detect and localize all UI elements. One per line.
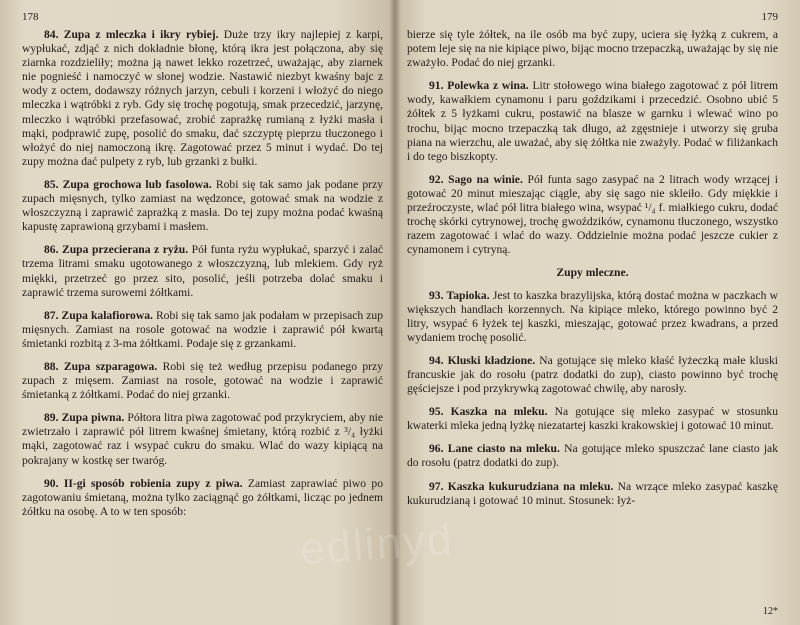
page-number-left: 178 [22, 11, 39, 23]
recipe-paragraph [22, 360, 383, 402]
recipe-body: Półtora litra piwa zagotować pod przykryciem, aby nie zwietrzało i zaprawić pół litrem kwaśnej śmietany, którą rozbić z ³/₄ łyżki mąki, zagotować raz i wsypać cukru do smaku. Wlać do wazy kipiącą na pokrajany w kostkę ser twaróg. [22, 411, 383, 467]
recipe-paragraph [22, 411, 383, 467]
page-number-right: 179 [761, 11, 778, 23]
recipe-body: Robi się też według przepisu podanego przy zupach z mięsem. Zamiast na rosole, gotować na wodzie i zaprawić śmietanką z żółtkami. Podać do niej grzanki. [22, 359, 383, 402]
recipe-body: Na wrzące mleko zasypać kaszkę kukurudzianą i gotować 10 minut. Stosunek: łyż- [407, 479, 778, 507]
left-page [0, 0, 393, 625]
right-recipe-list-b [407, 289, 778, 508]
recipe-body: Pół funta ryżu wypłukać, sparzyć i zalać trzema litrami smaku ugotowanego z włoszczyzną, lub mlekiem. Gdy ryż miękki, przetrzeć go przez sito, posolić, jeśli potrzeba dolać smaku i zaprawić trzema surowemi żółtkami. [22, 243, 384, 299]
recipe-title: 86. Zupa przecierana z ryżu. [44, 243, 189, 257]
recipe-continuation: bierze się tyle żółtek, na ile osób ma być zupy, uciera się łyżką z cukrem, a potem leje się na nie kipiące piwo, bijąc mocno trzepaczką, uważając by się nie zważyło. Podać do niej grzanki. [407, 28, 778, 70]
recipe-paragraph [22, 309, 383, 351]
recipe-body: Na gotujące się mleko kłaść łyżeczką małe kluski francuskie jak do rosołu (patrz dodatki do zup), ciasto powinno być trochę gęściejsze i pod przykrywką zagotować chwilę, aby narosły. [407, 353, 778, 396]
recipe-title: 97. Kaszka kukurudziana na mleku. [429, 479, 614, 493]
recipe-body: Pół funta sago zasypać na 2 litrach wody wrzącej i gotować 20 minut mieszając ciągle, aby się sago nie skleiło. Gdy miękkie i przeźroczyste, wlać pół litra białego wina, wsypać ¹/₄ f. miałkiego cukru, dodać trochę skórki cytrynowej, trochę gwoździków, cynamonu tłuczonego, wszystko razem zagotować i wlać do wazy. Oddzielnie można podać jeszcze cukier z cynamonem i cytryną. [407, 172, 779, 257]
recipe-body: Litr stołowego wina białego zagotować z pół litrem wody, kawałkiem cynamonu i paru goździkami i przecedzić. Osobno ubić 5 żółtek z 5 łyżkami cukru, postawić na blasze w garnku i wlewać wino po trochu, bijąc mocno trzepaczką tak długo, aż zgęstnieje i utworzy się gruba piana na wierzchu, ale uważać, aby się żółtka nie zważyły. Podać w filiżankach i do tego biszkopty. [407, 79, 778, 163]
recipe-title: 91. Polewka z wina. [429, 79, 529, 93]
recipe-title: 85. Zupa grochowa lub fasolowa. [44, 177, 212, 191]
recipe-paragraph [22, 28, 383, 169]
recipe-paragraph [407, 79, 778, 164]
recipe-paragraph [407, 480, 778, 508]
recipe-title: 92. Sago na winie. [429, 172, 523, 186]
recipe-paragraph [22, 477, 383, 519]
recipe-body: Jest to kaszka brazylijska, którą dostać można w paczkach w większych handlach korzennych. Na kipiące mleko, którego powinno być 2 litry, wsypać 6 łyżek tej kaszki, mieszając, gotować przez kwadrans, a przed wydaniem trochę posolić. [407, 288, 778, 344]
recipe-body: Zamiast zaprawiać piwo po zagotowaniu śmietaną, można tylko zaciągnąć go żółtkami, licząc po jednem żółtku na osobę. A to w ten sposób: [22, 476, 383, 518]
recipe-paragraph [407, 442, 778, 470]
recipe-title: 89. Zupa piwna. [44, 411, 125, 425]
left-recipe-list [22, 28, 383, 519]
recipe-title: 94. Kluski kładzione. [429, 353, 536, 367]
recipe-paragraph [407, 354, 778, 396]
section-title: Zupy mleczne. [556, 266, 629, 280]
recipe-body: Na gotujące się mleko zasypać w stosunku kwaterki mleka jedną łyżkę niezatartej kaszki krakowskiej i gotować 10 minut. [407, 405, 778, 433]
recipe-title: 95. Kaszka na mleku. [429, 405, 548, 419]
right-page [393, 0, 800, 625]
recipe-title: 96. Lane ciasto na mleku. [429, 442, 560, 456]
recipe-paragraph [22, 178, 383, 234]
recipe-title: 88. Zupa szparagowa. [44, 359, 158, 373]
recipe-body: Robi się tak samo jak podałam w przepisach zup mięsnych. Zamiast na rosole gotować na wodzie i zaprawić pół kwartą śmietanki rozbitą z 3-ma żółtkami. Podaje się z grzankami. [22, 308, 383, 350]
recipe-paragraph [22, 243, 383, 299]
recipe-body: Na gotujące mleko spuszczać lane ciasto jak do rosołu (patrz dodatki do zup). [407, 442, 779, 470]
recipe-title: 93. Tapioka. [429, 288, 490, 302]
recipe-body: Duże trzy ikry najlepiej z karpi, wypłukać, zdjąć z nich dokładnie błonę, którą ikra jest połączona, aby się ziarnka rozdzieliły; można ją nawet lekko rozetrzeć, uważając, aby ziarnek nie pognieść i namoczyć w słonej wodzie. Nastawić niezbyt kwaśny bajc z wody z octem, dodawszy różnych jarzyn, cebuli i korzeni i włożyć do niego mleczka i wątróbki z ryb. Gdy się trochę pogotują, smak przecedzić, jarzynę, mleczko i wątróbki przefasować, zrobić zaprażkę rumianą z łyżki masła i mąki, podprawić zupę, posolić do smaku, dać szczyptę pieprzu tłuczonego i włożyć do niej namoczoną ikrę. Zagotować przez 5 minut i wydać. Do tej zupy można dać pulpety z ryb, lub grzanki z bułki. [22, 28, 383, 168]
recipe-title: 84. Zupa z mleczka i ikry rybiej. [44, 28, 219, 41]
recipe-paragraph [407, 289, 778, 345]
recipe-title: 87. Zupa kalafiorowa. [44, 308, 153, 322]
recipe-paragraph [407, 405, 778, 433]
recipe-body: Robi się tak samo jak podane przy zupach mięsnych, tylko zamiast na wędzonce, gotować smak na wodzie z włoszczyzną i zaprawić zaprażką z masła. Do tej zupy można podać kwaśną kapustę zaprawioną grzybami i masłem. [22, 177, 383, 234]
recipe-title: 90. II-gi sposób robienia zupy z piwa. [44, 476, 243, 490]
recipe-paragraph [407, 173, 778, 258]
printer-signature: 12* [763, 605, 778, 617]
right-recipe-list-a [407, 79, 778, 257]
